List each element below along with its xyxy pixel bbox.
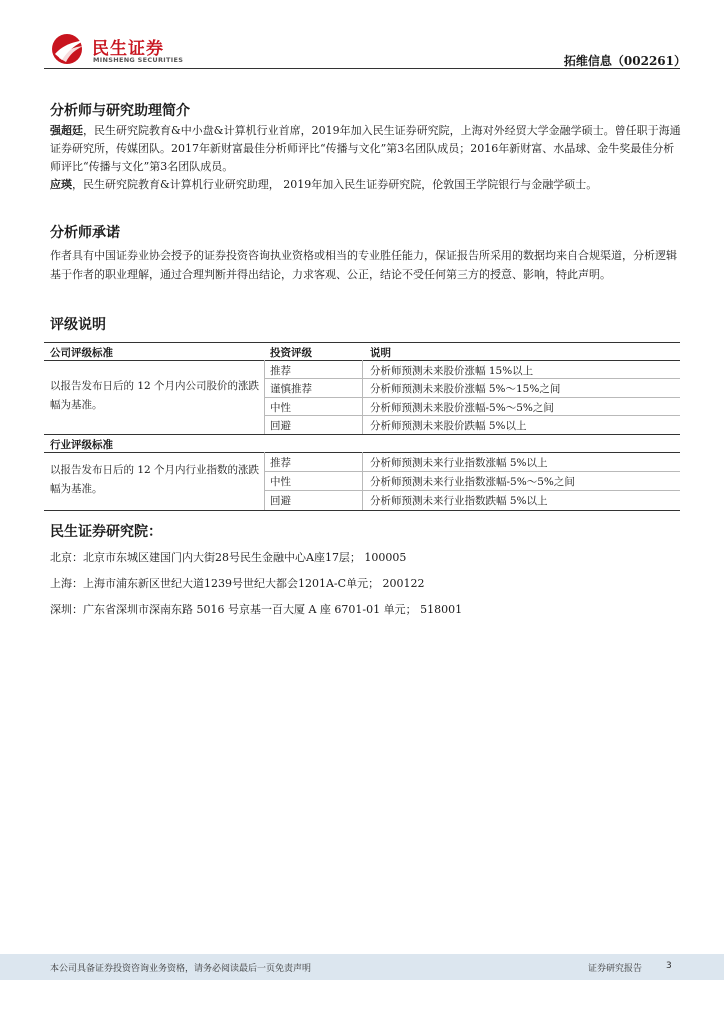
company-rating-name: 推荐 (270, 365, 291, 377)
company-rating-name: 谨慎推荐 (270, 383, 312, 395)
industry-rating-name: 推荐 (270, 457, 291, 469)
company-rating-desc: 分析师预测未来股价跌幅 5%以上 (370, 420, 527, 432)
commitment-section-title: 分析师承诺 (50, 225, 120, 241)
company-rating-name: 回避 (270, 420, 291, 432)
industry-rating-desc: 分析师预测未来行业指数涨幅-5%～5%之间 (370, 476, 575, 488)
analyst-bio-1 (50, 122, 682, 176)
company-rating-desc: 分析师预测未来股价涨幅 5%～15%之间 (370, 383, 561, 395)
logo-english-text: MINSHENG SECURITIES (93, 56, 184, 64)
header-divider (44, 68, 680, 69)
footer-disclaimer: 本公司具备证券投资咨询业务资格，请务必阅读最后一页免责声明 (50, 964, 312, 974)
shenzhen-address: 深圳：广东省深圳市深南东路 5016 号京基一百大厦 A 座 6701-01 单元； 518001 (50, 603, 463, 616)
commitment-text: 作者具有中国证券业协会授予的证券投资咨询执业资格或相当的专业胜任能力，保证报告所采用的数据均来自合规渠道，分析逻辑基于作者的职业理解，通过合理判断并得出结论，力求客观、公正，结论不受任何第三方的授意、影响，特此声明。 (50, 249, 677, 281)
shanghai-address: 上海：上海市浦东新区世纪大道1239号世纪大都会1201A-C单元； 200122 (50, 577, 425, 590)
analyst-section-title: 分析师与研究助理简介 (50, 103, 190, 119)
analyst-name-1: 强超廷 (50, 124, 83, 137)
page-footer (0, 954, 724, 980)
report-stock-title: 拓维信息（002261） (563, 54, 686, 68)
company-rating-desc: 分析师预测未来股价涨幅 15%以上 (370, 365, 534, 377)
logo-chinese-text: 民生证券 (92, 39, 164, 59)
analyst-name-2: 应瑛 (50, 178, 72, 191)
industry-rating-basis: 以报告发布日后的 12 个月内行业指数的涨跌幅为基准。 (50, 464, 260, 495)
company-rating-basis: 以报告发布日后的 12 个月内公司股价的涨跌幅为基准。 (50, 380, 260, 411)
description-column-header: 说明 (370, 347, 391, 359)
minsheng-logo-icon (50, 32, 88, 66)
industry-standard-header: 行业评级标准 (50, 439, 113, 451)
company-rating-name: 中性 (270, 402, 291, 414)
logo (50, 32, 190, 68)
rating-column-header: 投资评级 (270, 347, 312, 359)
industry-rating-name: 中性 (270, 476, 291, 488)
footer-report-type: 证券研究报告 (588, 964, 643, 974)
institute-title: 民生证券研究院： (50, 524, 162, 540)
company-rating-desc: 分析师预测未来股价涨幅-5%～5%之间 (370, 402, 554, 414)
industry-rating-desc: 分析师预测未来行业指数涨幅 5%以上 (370, 457, 548, 469)
analyst-bio-1-text: ，民生研究院教育&中小盘&计算机行业首席，2019年加入民生证券研究院，上海对外经贸大学金融学硕士。曾任职于海通证券研究所，传媒团队。2017年新财富最佳分析师评比“传播与文化”第3名团队成员；2016年新财富、水晶球、金牛奖最佳分析师评比“传播与文化”第3名团队成员。 (50, 124, 681, 173)
industry-rating-name: 回避 (270, 495, 291, 507)
beijing-address: 北京：北京市东城区建国门内大街28号民生金融中心A座17层； 100005 (50, 551, 407, 564)
analyst-bio-2-text: ，民生研究院教育&计算机行业研究助理， 2019年加入民生证券研究院，伦敦国王学院银行与金融学硕士。 (72, 178, 598, 191)
analyst-bio-2 (50, 176, 682, 194)
rating-section-title: 评级说明 (50, 317, 106, 333)
company-standard-header: 公司评级标准 (50, 347, 113, 359)
industry-rating-desc: 分析师预测未来行业指数跌幅 5%以上 (370, 495, 548, 507)
page-number: 3 (666, 961, 672, 971)
